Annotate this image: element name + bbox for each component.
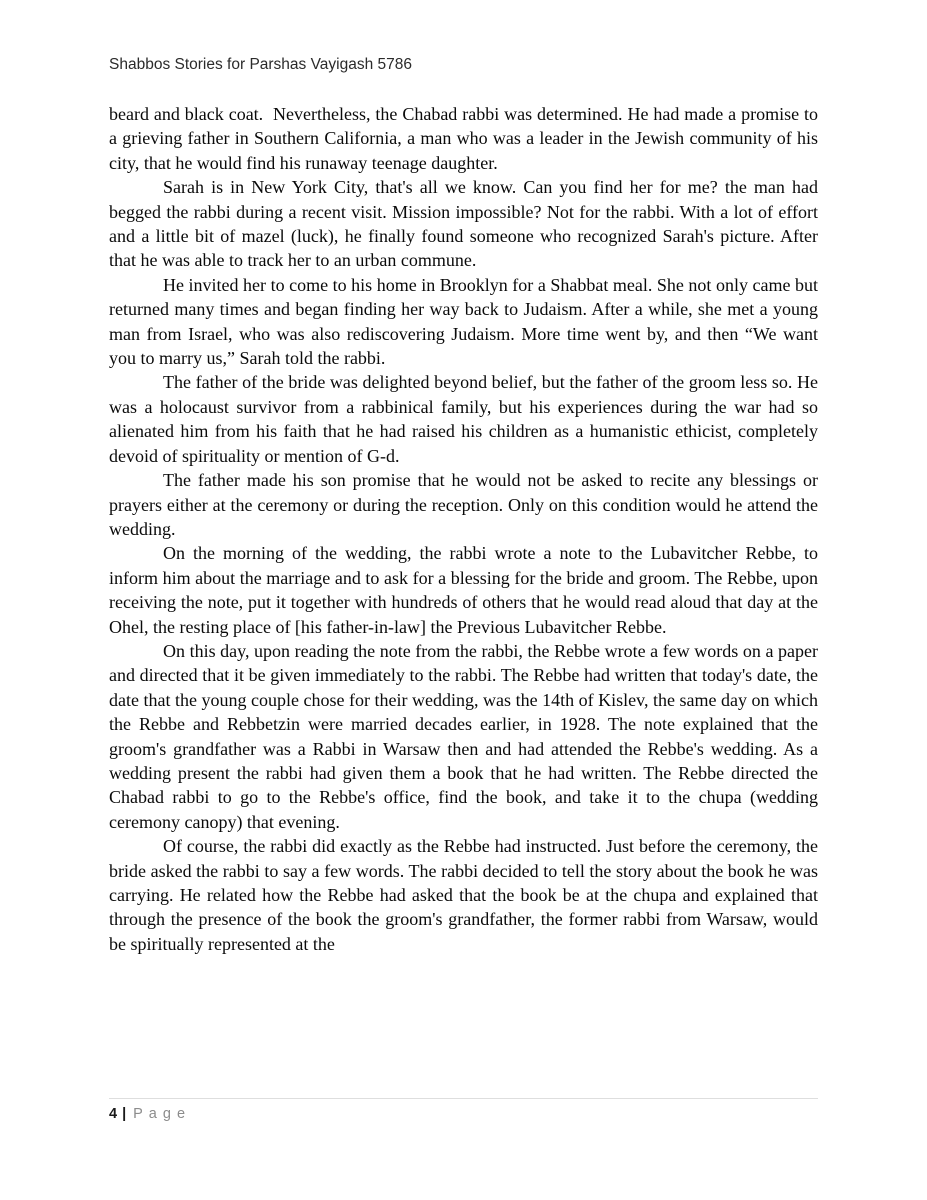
paragraph: The father of the bride was delighted beyond belief, but the father of the groom less so. He was a holocaust survivor from a rabbinical family, but his experiences during the war had so alienated him from his faith that he had raised his children as a humanistic ethicist, completely devoid of spirituality or mention of G-d.: [109, 372, 818, 466]
document-header: [109, 55, 818, 74]
footer-page-label: Page: [133, 1106, 192, 1122]
paragraph: beard and black coat. Nevertheless, the Chabad rabbi was determined. He had made a promise to a grieving father in Southern California, a man who was a leader in the Jewish community of his city, that he would find his runaway teenage daughter.: [109, 104, 818, 173]
paragraph: Sarah is in New York City, that's all we know. Can you find her for me? the man had begged the rabbi during a recent visit. Mission impossible? Not for the rabbi. With a lot of effort and a little bit of mazel (luck), he finally found someone who recognized Sarah's picture. After that he was able to track her to an urban commune.: [109, 177, 818, 271]
document-body: [109, 102, 818, 956]
paragraph: The father made his son promise that he would not be asked to recite any blessings or prayers either at the ceremony or during the reception. Only on this condition would he attend the wedding.: [109, 470, 818, 539]
paragraph: On this day, upon reading the note from the rabbi, the Rebbe wrote a few words on a paper and directed that it be given immediately to the rabbi. The Rebbe had written that today's date, the date that the young couple chose for their wedding, was the 14th of Kislev, the same day on which the Rebbe and Rebbetzin were married decades earlier, in 1928. The note explained that the groom's grandfather was a Rabbi in Warsaw then and had attended the Rebbe's wedding. As a wedding present the rabbi had given them a book that he had written. The Rebbe directed the Chabad rabbi to go to the Rebbe's office, find the book, and take it to the chupa (wedding ceremony canopy) that evening.: [109, 640, 818, 832]
footer-separator: |: [122, 1106, 127, 1122]
paragraph: On the morning of the wedding, the rabbi wrote a note to the Lubavitcher Rebbe, to inform him about the marriage and to ask for a blessing for the bride and groom. The Rebbe, upon receiving the note, put it together with hundreds of others that he would read aloud that day at the Ohel, the resting place of [his father-in-law] the Previous Lubavitcher Rebbe.: [109, 543, 818, 637]
page-number: 4: [109, 1106, 118, 1122]
header-title: Shabbos Stories for Parshas Vayigash 5786: [109, 56, 413, 73]
paragraph: Of course, the rabbi did exactly as the Rebbe had instructed. Just before the ceremony, the bride asked the rabbi to say a few words. The rabbi decided to tell the story about the book he was carrying. He related how the Rebbe had asked that the book be at the chupa and explained that through the presence of the book the groom's grandfather, the former rabbi from Warsaw, would be spiritually represented at the: [109, 836, 818, 954]
document-footer: [109, 1098, 818, 1123]
paragraph: He invited her to come to his home in Brooklyn for a Shabbat meal. She not only came but returned many times and began finding her way back to Judaism. After a while, she met a young man from Israel, who was also rediscovering Judaism. More time went by, and then “We want you to marry us,” Sarah told the rabbi.: [109, 274, 818, 369]
